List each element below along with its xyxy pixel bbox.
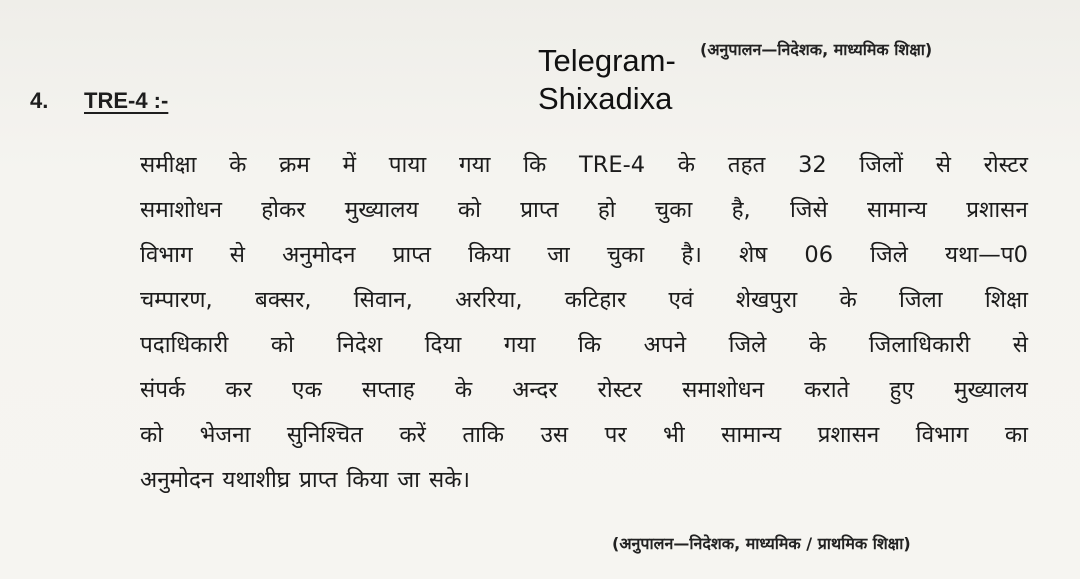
paragraph-word: जिला [899, 287, 943, 313]
paragraph-word: यथा—प0 [945, 242, 1028, 268]
paragraph-word: रोस्टर [983, 152, 1028, 178]
paragraph-word: 06 [804, 242, 834, 268]
paragraph-word: भी [663, 422, 685, 448]
paragraph-word: को [140, 422, 164, 448]
paragraph-line [140, 143, 1028, 188]
paragraph-word: प्राप्त [520, 197, 559, 223]
paragraph-word: सप्ताह [361, 377, 415, 403]
watermark-line-2: Shixadixa [538, 81, 673, 116]
paragraph-word: के [808, 332, 827, 358]
paragraph-word: पर [604, 422, 627, 448]
paragraph-word: ताकि [462, 422, 505, 448]
paragraph-word: प्रशासन [817, 422, 880, 448]
paragraph-word: कटिहार [564, 287, 627, 313]
paragraph-word: कराते [804, 377, 850, 403]
paragraph-word: के [839, 287, 857, 313]
paragraph-word: बक्सर, [254, 287, 312, 313]
paragraph-word: जिले [870, 242, 908, 268]
paragraph-word: TRE-4 [579, 152, 646, 178]
paragraph-word: प्राप्त [392, 242, 431, 268]
paragraph-word: कर [225, 377, 252, 403]
paragraph-word: किया [468, 242, 511, 268]
paragraph-word: रोस्टर [597, 377, 642, 403]
paragraph-word: मुख्यालय [954, 377, 1028, 403]
paragraph-word: क्रम [279, 152, 310, 178]
paragraph-word: निदेश [336, 332, 383, 358]
paragraph-word: चुका [654, 197, 693, 223]
paragraph-word: पदाधिकारी [140, 332, 229, 358]
paragraph-word: से [229, 242, 245, 268]
paragraph-word: जिले [728, 332, 767, 358]
paragraph-word: कि [577, 332, 602, 358]
paragraph-word: सिवान, [353, 287, 413, 313]
paragraph-word: चम्पारण, [140, 287, 213, 313]
paragraph-word: सामान्य [721, 422, 782, 448]
paragraph-word: अन्दर [512, 377, 558, 403]
paragraph-word: समाशोधन [140, 197, 222, 223]
paragraph-word: जा [397, 467, 421, 493]
paragraph-word: पाया [388, 152, 427, 178]
paragraph-word: अररिया, [455, 287, 523, 313]
paragraph-word: में [342, 152, 357, 178]
paragraph-word: यथाशीघ्र [222, 467, 291, 493]
telegram-watermark [538, 42, 676, 118]
paragraph-line [140, 233, 1028, 278]
paragraph-word: उस [540, 422, 569, 448]
paragraph-line [140, 323, 1028, 368]
paragraph-word: से [935, 152, 951, 178]
paragraph-word: से [1012, 332, 1028, 358]
paragraph-word: प्रशासन [966, 197, 1028, 223]
paragraph-word: को [270, 332, 295, 358]
paragraph-word: कि [523, 152, 547, 178]
paragraph-word: भेजना [199, 422, 251, 448]
paragraph-word: है, [731, 197, 751, 223]
paragraph-word: सके। [429, 467, 471, 493]
paragraph-word: 32 [798, 152, 827, 178]
section-number: 4. [30, 88, 49, 113]
paragraph-word: विभाग [140, 242, 193, 268]
paragraph-word: हुए [889, 377, 914, 403]
paragraph-word: हो [597, 197, 616, 223]
paragraph-word: तहत [727, 152, 766, 178]
paragraph-word: किया [346, 467, 389, 493]
watermark-line-1: Telegram- [538, 43, 676, 78]
paragraph-word: शिक्षा [984, 287, 1028, 313]
paragraph-word: गया [458, 152, 491, 178]
paragraph-word: अनुमोदन [282, 242, 356, 268]
paragraph-word: सामान्य [866, 197, 927, 223]
top-compliance-note: (अनुपालन—निदेशक, माध्यमिक शिक्षा) [700, 40, 933, 59]
paragraph-word: समीक्षा [140, 152, 197, 178]
paragraph-word: एक [292, 377, 322, 403]
paragraph-word: सुनिश्चित [286, 422, 363, 448]
bottom-compliance-note: (अनुपालन—निदेशक, माध्यमिक / प्राथमिक शिक्षा) [612, 534, 911, 553]
paragraph-word: जा [547, 242, 570, 268]
paragraph-word: के [229, 152, 247, 178]
paragraph-word: करें [399, 422, 426, 448]
section-title: TRE-4 :- [84, 88, 169, 113]
paragraph-word: जिलाधिकारी [868, 332, 971, 358]
paragraph-line [140, 413, 1028, 458]
paragraph-word: शेष [738, 242, 768, 268]
paragraph-word: प्राप्त [299, 467, 338, 493]
paragraph-line [140, 458, 1028, 503]
paragraph-word: मुख्यालय [344, 197, 419, 223]
paragraph-line [140, 368, 1028, 413]
paragraph-line [140, 188, 1028, 233]
paragraph-word: एवं [668, 287, 694, 313]
paragraph-word: चुका [606, 242, 645, 268]
paragraph-word: शेखपुरा [735, 287, 798, 313]
section-paragraph [140, 143, 1028, 503]
paragraph-word: संपर्क [140, 377, 186, 403]
paragraph-word: होकर [261, 197, 306, 223]
paragraph-word: जिसे [789, 197, 828, 223]
paragraph-word: के [454, 377, 473, 403]
paragraph-word: अपने [643, 332, 687, 358]
paragraph-word: विभाग [915, 422, 969, 448]
paragraph-word: समाशोधन [682, 377, 765, 403]
paragraph-word: को [457, 197, 481, 223]
paragraph-word: के [677, 152, 696, 178]
paragraph-word: है। [681, 242, 702, 268]
paragraph-word: जिलों [859, 152, 904, 178]
paragraph-word: गया [503, 332, 536, 358]
paragraph-word: दिया [424, 332, 462, 358]
paragraph-word: का [1004, 422, 1028, 448]
paragraph-word: अनुमोदन [140, 467, 214, 493]
paragraph-line [140, 278, 1028, 323]
